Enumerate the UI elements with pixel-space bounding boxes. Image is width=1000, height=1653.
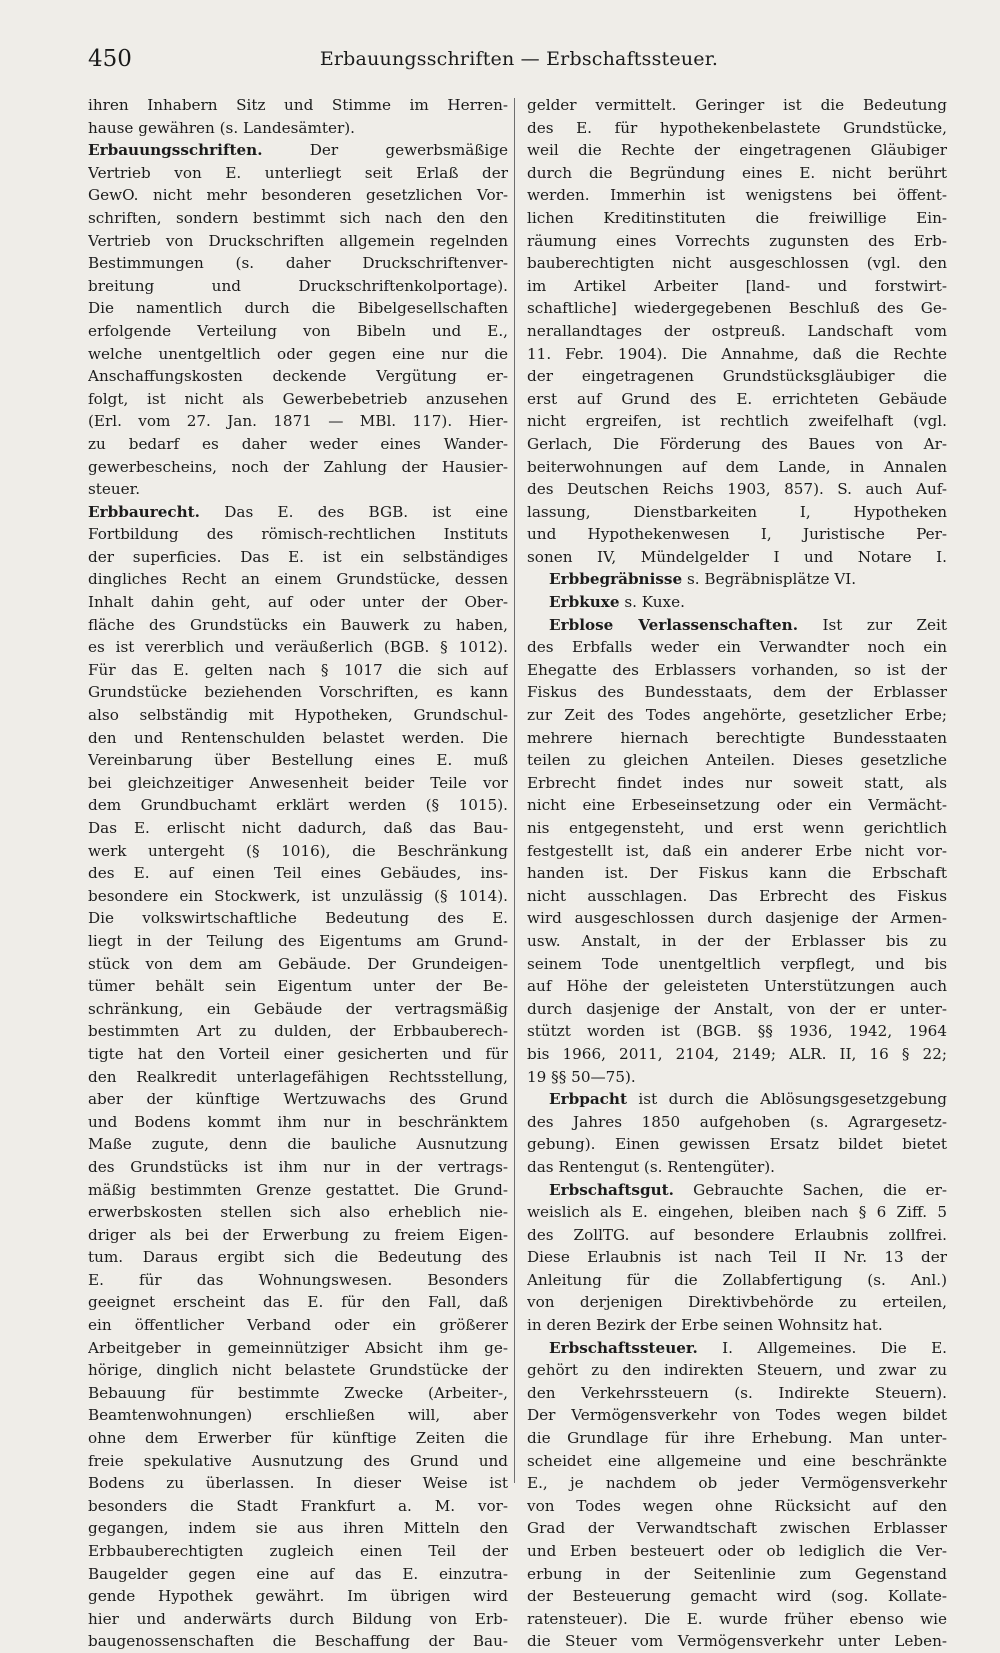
text-line: Die namentlich durch die Bibelgesellschaften	[88, 299, 508, 318]
entry-text: Das E. des BGB. ist eine	[224, 502, 508, 521]
text-line: des Erbfalls weder ein Verwandter noch ein	[527, 638, 947, 657]
text-line: steuer.	[88, 480, 141, 499]
text-line: (Erl. vom 27. Jan. 1871 — MBl. 117). Hier-	[88, 412, 508, 431]
text-line: stützt worden ist (BGB. §§ 1936, 1942, 1964	[527, 1022, 947, 1041]
text-line: ein öffentlicher Verband oder ein größerer	[88, 1316, 508, 1335]
text-line: besondere ein Stockwerk, ist unzulässig (§ 1014).	[88, 886, 508, 905]
text-line: des E. für hypothekenbelastete Grundstücke,	[527, 118, 947, 137]
text-line: Anleitung für die Zollabfertigung (s. Anl.)	[527, 1270, 947, 1289]
text-line: Gerlach, Die Förderung des Baues von Ar-	[527, 434, 947, 453]
text-line: erfolgende Verteilung von Bibeln und E.,	[88, 321, 508, 340]
entry-headword: Erbschaftsgut.	[549, 1180, 674, 1199]
text-line: der Besteuerung gemacht wird (sog. Kollate-	[527, 1587, 947, 1606]
text-line: handen ist. Der Fiskus kann die Erbschaft	[527, 864, 947, 883]
text-line: des Jahres 1850 aufgehoben (s. Agrargesetz-	[527, 1112, 947, 1131]
text-line: also selbständig mit Hypotheken, Grundschul-	[88, 706, 508, 725]
text-line: gende Hypothek gewährt. Im übrigen wird	[88, 1587, 508, 1606]
text-line: geeignet erscheint das E. für den Fall, daß	[88, 1293, 508, 1312]
text-line: gegangen, indem sie aus ihren Mitteln den	[88, 1519, 508, 1538]
text-line: Baugelder gegen eine auf das E. einzutra-	[88, 1564, 508, 1583]
text-line: zur Zeit des Todes angehörte, gesetzlicher Erbe;	[527, 706, 947, 725]
entry-text: Ist zur Zeit	[822, 615, 947, 634]
text-line: gelder vermittelt. Geringer ist die Bedeutung	[527, 96, 947, 114]
text-line: stück von dem am Gebäude. Der Grundeigen-	[88, 954, 508, 973]
text-line: ohne dem Erwerber für künftige Zeiten die	[88, 1429, 508, 1448]
text-line: und Bodens kommt ihm nur in beschränktem	[88, 1112, 508, 1131]
text-line: breitung und Druckschriftenkolportage).	[88, 276, 508, 295]
entry-line	[527, 591, 947, 614]
column-divider	[514, 98, 515, 1483]
text-line: GewO. nicht mehr besonderen gesetzlichen Vor-	[88, 186, 508, 205]
text-line: driger als bei der Erwerbung zu freiem Eigen-	[88, 1225, 508, 1244]
entry-headword: Erbpacht	[549, 1090, 627, 1109]
text-line: erbung in der Seitenlinie zum Gegenstand	[527, 1564, 947, 1583]
running-title: Erbauungsschriften — Erbschaftssteuer.	[319, 48, 719, 70]
text-line: Bestimmungen (s. daher Druckschriftenver-	[88, 254, 508, 273]
text-line: Die volkswirtschaftliche Bedeutung des E.	[88, 909, 508, 928]
text-line: die Steuer vom Vermögensverkehr unter Leben-	[527, 1632, 947, 1651]
text-line: nis entgegensteht, und erst wenn gerichtlich	[527, 819, 947, 837]
text-line: hause gewähren (s. Landesämter).	[88, 118, 355, 137]
text-line: scheidet eine allgemeine und eine beschränkte	[527, 1451, 947, 1470]
text-line: nicht ausschlagen. Das Erbrecht des Fiskus	[527, 886, 947, 905]
text-line: schränkung, ein Gebäude der vertragsmäßig	[88, 999, 508, 1018]
text-line: besonders die Stadt Frankfurt a. M. vor-	[88, 1496, 508, 1515]
text-line: E., je nachdem ob jeder Vermögensverkehr	[527, 1474, 947, 1493]
text-line: von derjenigen Direktivbehörde zu erteilen,	[527, 1293, 947, 1312]
entry-line	[527, 1179, 947, 1202]
text-line: aber der künftige Wertzuwachs des Grund	[88, 1090, 508, 1109]
entry-headword: Erbbaurecht.	[88, 502, 200, 521]
text-line: Fortbildung des römisch-rechtlichen Instituts	[88, 525, 508, 544]
text-line: Erbbauberechtigten zugleich einen Teil der	[88, 1542, 508, 1560]
left-column	[88, 94, 508, 1653]
entry-headword: Erbkuxe	[549, 593, 620, 612]
text-line: baugenossenschaften die Beschaffung der Bau-	[88, 1632, 508, 1651]
text-line: ihren Inhabern Sitz und Stimme im Herren-	[88, 96, 508, 114]
text-line: beiterwohnungen auf dem Lande, in Annalen	[527, 457, 947, 476]
text-line: folgt, ist nicht als Gewerbebetrieb anzusehen	[88, 389, 508, 408]
text-line: weislich als E. eingehen, bleiben nach § 6 Ziff. 5	[527, 1203, 947, 1222]
text-line: bauberechtigten nicht ausgeschlossen (vgl. den	[527, 254, 947, 273]
text-line: fläche des Grundstücks ein Bauwerk zu haben,	[88, 615, 508, 634]
text-line: des Grundstücks ist ihm nur in der vertrags-	[88, 1157, 508, 1176]
text-line: bis 1966, 2011, 2104, 2149; ALR. II, 16 § 22;	[527, 1044, 947, 1063]
text-line: tum. Daraus ergibt sich die Bedeutung des	[88, 1248, 508, 1267]
text-line: weil die Rechte der eingetragenen Gläubiger	[527, 141, 947, 160]
text-line: die Grundlage für ihre Erhebung. Man unter-	[527, 1429, 947, 1448]
text-line: erwerbskosten stellen sich also erheblich nie-	[88, 1203, 508, 1222]
text-line: und Erben besteuert oder ob lediglich die Ver-	[527, 1542, 947, 1560]
text-line: gewerbescheins, noch der Zahlung der Hausier-	[88, 457, 508, 476]
text-line: tümer behält sein Eigentum unter der Be-	[88, 977, 508, 996]
text-line: von Todes wegen ohne Rücksicht auf den	[527, 1496, 947, 1515]
text-line: nicht eine Erbeseinsetzung oder ein Vermächt-	[527, 796, 947, 815]
text-line: den und Rentenschulden belastet werden. Die	[88, 728, 508, 747]
text-line: teilen zu gleichen Anteilen. Dieses gesetzliche	[527, 751, 947, 770]
text-line: Für das E. gelten nach § 1017 die sich auf	[88, 660, 508, 679]
entry-headword: Erbschaftssteuer.	[549, 1338, 698, 1357]
text-line: Bodens zu überlassen. In dieser Weise ist	[88, 1474, 508, 1493]
text-line: der eingetragenen Grundstücksgläubiger die	[527, 367, 947, 386]
text-line: Diese Erlaubnis ist nach Teil II Nr. 13 der	[527, 1248, 947, 1267]
entry-text: I. Allgemeines. Die E.	[722, 1338, 947, 1357]
text-line: lichen Kreditinstituten die freiwillige Ein-	[527, 208, 947, 227]
text-line: seinem Tode unentgeltlich verpflegt, und bis	[527, 954, 947, 973]
page-header	[88, 44, 950, 74]
text-line: liegt in der Teilung des Eigentums am Grund-	[88, 931, 508, 950]
entry-line	[527, 1088, 947, 1111]
text-line: Anschaffungskosten deckende Vergütung er-	[88, 367, 508, 386]
entry-line	[88, 501, 508, 524]
entry-headword: Erbauungsschriften.	[88, 141, 263, 160]
text-line: Der Vermögensverkehr von Todes wegen bildet	[527, 1406, 947, 1425]
text-line: dem Grundbuchamt erklärt werden (§ 1015).	[88, 796, 508, 815]
text-line: Maße zugute, denn die bauliche Ausnutzung	[88, 1135, 508, 1154]
entry-line	[527, 568, 947, 591]
text-line: das Rentengut (s. Rentengüter).	[527, 1157, 775, 1176]
entry-text: ist durch die Ablösungsgesetzgebung	[638, 1090, 947, 1109]
text-line: wird ausgeschlossen durch dasjenige der Armen-	[527, 909, 947, 928]
text-line: dingliches Recht an einem Grundstücke, dessen	[88, 570, 508, 589]
text-line: Grad der Verwandtschaft zwischen Erblasser	[527, 1519, 947, 1538]
text-line: schaftliche] wiedergegebenen Beschluß des Ge-	[527, 299, 947, 318]
text-line: bei gleichzeitiger Anwesenheit beider Teile vor	[88, 773, 508, 792]
text-line: zu bedarf es daher weder eines Wander-	[88, 434, 508, 453]
text-line: lassung, Dienstbarkeiten I, Hypotheken	[527, 502, 947, 521]
text-line: gebung). Einen gewissen Ersatz bildet bietet	[527, 1135, 947, 1154]
text-line: hier und anderwärts durch Bildung von Erb-	[88, 1609, 508, 1628]
text-line: Erbrecht findet indes nur soweit statt, als	[527, 773, 947, 792]
text-line: Grundstücke beziehenden Vorschriften, es kann	[88, 683, 508, 702]
right-column	[527, 94, 947, 1653]
text-line: Beamtenwohnungen) erschließen will, aber	[88, 1406, 508, 1425]
text-line: den Verkehrssteuern (s. Indirekte Steuern).	[527, 1383, 947, 1402]
text-line: mehrere hiernach berechtigte Bundesstaaten	[527, 728, 947, 747]
text-line: Bebauung für bestimmte Zwecke (Arbeiter-,	[88, 1383, 508, 1402]
text-line: den Realkredit unterlagefähigen Rechtsstellung,	[88, 1067, 508, 1086]
text-line: und Hypothekenwesen I, Juristische Per-	[527, 525, 947, 544]
text-line: Fiskus des Bundesstaats, dem der Erblasser	[527, 683, 947, 702]
text-line: räumung eines Vorrechts zugunsten des Erb-	[527, 231, 947, 250]
page-number: 450	[88, 46, 132, 72]
text-line: im Artikel Arbeiter [land- und forstwirt-	[527, 276, 947, 295]
text-line: welche unentgeltlich oder gegen eine nur die	[88, 344, 508, 363]
entry-line	[88, 139, 508, 162]
text-line: der superficies. Das E. ist ein selbständiges	[88, 547, 508, 566]
text-line: gehört zu den indirekten Steuern, und zwar zu	[527, 1361, 947, 1380]
entry-text: Gebrauchte Sachen, die er-	[693, 1180, 947, 1199]
text-line: Inhalt dahin geht, auf oder unter der Ober-	[88, 593, 508, 612]
text-line: Arbeitgeber in gemeinnütziger Absicht ihm ge-	[88, 1338, 508, 1357]
text-line: usw. Anstalt, in der der Erblasser bis zu	[527, 931, 947, 950]
text-line: Vertrieb von Druckschriften allgemein regelnden	[88, 231, 508, 250]
text-line: des E. auf einen Teil eines Gebäudes, ins-	[88, 864, 508, 883]
entry-line	[527, 614, 947, 637]
text-line: erst auf Grund des E. errichteten Gebäude	[527, 389, 947, 408]
text-line: tigte hat den Vorteil einer gesicherten und für	[88, 1044, 508, 1063]
text-line: 11. Febr. 1904). Die Annahme, daß die Rechte	[527, 344, 947, 363]
text-line: auf Höhe der geleisteten Unterstützungen auch	[527, 977, 947, 996]
text-line: bestimmten Art zu dulden, der Erbbauberech-	[88, 1022, 508, 1041]
text-line: 19 §§ 50—75).	[527, 1067, 636, 1086]
entry-headword: Erbbegräbnisse	[549, 570, 683, 589]
text-line: nerallandtages der ostpreuß. Landschaft vom	[527, 321, 947, 340]
text-line: des ZollTG. auf besondere Erlaubnis zollfrei.	[527, 1225, 947, 1244]
text-line: in deren Bezirk der Erbe seinen Wohnsitz hat.	[527, 1316, 883, 1335]
text-line: hörige, dinglich nicht belastete Grundstücke der	[88, 1361, 508, 1380]
entry-text: s. Begräbnisplätze VI.	[686, 570, 857, 589]
text-line: durch die Begründung eines E. nicht berührt	[527, 163, 947, 182]
text-line: werk untergeht (§ 1016), die Beschränkung	[88, 841, 508, 860]
text-line: schriften, sondern bestimmt sich nach den den	[88, 208, 508, 227]
text-line: mäßig bestimmten Grenze gestattet. Die Grund-	[88, 1180, 508, 1199]
text-line: sonen IV, Mündelgelder I und Notare I.	[527, 547, 947, 566]
entry-headword: Erblose Verlassenschaften.	[549, 615, 798, 634]
entry-text: s. Kuxe.	[624, 593, 685, 612]
text-line: nicht ergreifen, ist rechtlich zweifelhaft (vgl.	[527, 412, 947, 431]
text-line: freie spekulative Ausnutzung des Grund und	[88, 1451, 508, 1470]
text-line: durch dasjenige der Anstalt, von der er unter-	[527, 999, 947, 1018]
entry-line	[527, 1337, 947, 1360]
text-line: ratensteuer). Die E. wurde früher ebenso wie	[527, 1609, 947, 1628]
text-line: es ist vererblich und veräußerlich (BGB. § 1012).	[88, 638, 508, 657]
text-line: des Deutschen Reichs 1903, 857). S. auch Auf-	[527, 480, 947, 499]
text-line: E. für das Wohnungswesen. Besonders	[88, 1270, 508, 1289]
text-line: Ehegatte des Erblassers vorhanden, so ist der	[527, 660, 947, 679]
text-line: Das E. erlischt nicht dadurch, daß das Bau-	[88, 819, 508, 837]
text-line: Vertrieb von E. unterliegt seit Erlaß der	[88, 163, 508, 182]
entry-text: Der gewerbsmäßige	[309, 141, 508, 160]
text-line: Vereinbarung über Bestellung eines E. muß	[88, 751, 508, 770]
text-line: werden. Immerhin ist wenigstens bei öffent-	[527, 186, 947, 205]
text-line: festgestellt ist, daß ein anderer Erbe nicht vor-	[527, 841, 947, 860]
